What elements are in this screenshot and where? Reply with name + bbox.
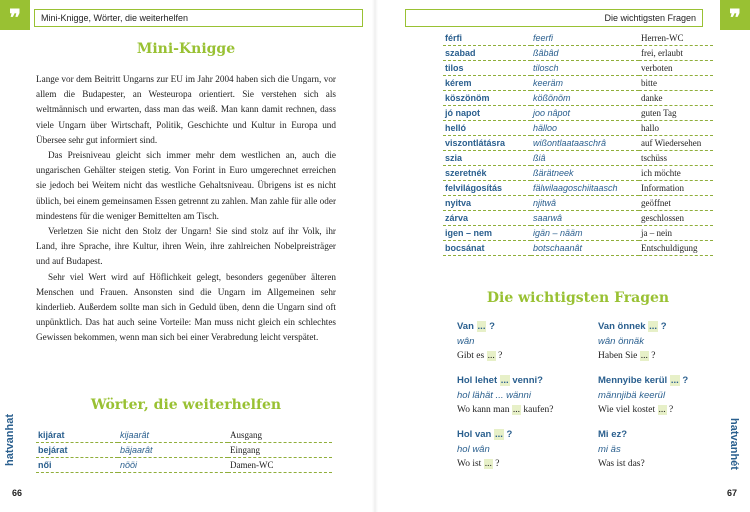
question-hungarian: [457, 319, 502, 334]
table-row: [443, 121, 713, 136]
question-hungarian: [457, 373, 553, 388]
table-row: [443, 196, 713, 211]
text-part: venni?: [509, 375, 543, 386]
text-part: ?: [658, 321, 667, 332]
pronunciation: ßâbâd: [531, 46, 639, 61]
placeholder-dots: ...: [640, 351, 648, 361]
pronunciation: kößönöm: [531, 91, 639, 106]
question-pronunciation: hol wân: [457, 444, 490, 455]
pronunciation: saarwâ: [531, 211, 639, 226]
question-hungarian: [598, 319, 667, 334]
question-german: [457, 403, 553, 418]
question-block: [457, 373, 553, 418]
question-block: [457, 427, 512, 472]
placeholder-dots: ...: [487, 351, 495, 361]
text-part: Wo kann man: [457, 405, 512, 415]
hungarian-word: női: [36, 458, 118, 473]
text-part: Van: [457, 321, 477, 332]
pronunciation: joo nâpot: [531, 106, 639, 121]
german-translation: verboten: [639, 61, 713, 76]
section-title-woerter: Wörter, die weiterhelfen: [90, 397, 282, 413]
pronunciation: fälwilaagoschiitaasch: [531, 181, 639, 196]
question-pronunciation: mi äs: [598, 444, 621, 455]
pronunciation: botschaanât: [531, 241, 639, 256]
section-title-mini-knigge: Mini-Knigge: [136, 41, 236, 57]
pronunciation: ßärätneek: [531, 166, 639, 181]
table-row: [443, 166, 713, 181]
running-header-right: Die wichtigsten Fragen: [405, 9, 703, 27]
text-part: Haben Sie: [598, 351, 640, 361]
hungarian-word: szabad: [443, 46, 531, 61]
placeholder-dots: ...: [649, 321, 658, 332]
hungarian-word: tilos: [443, 61, 531, 76]
running-header-left: Mini-Knigge, Wörter, die weiterhelfen: [34, 9, 363, 27]
german-translation: danke: [639, 91, 713, 106]
german-translation: guten Tag: [639, 106, 713, 121]
text-part: ?: [666, 405, 674, 415]
placeholder-dots: ...: [477, 321, 486, 332]
hungarian-word: szeretnék: [443, 166, 531, 181]
table-row: [443, 211, 713, 226]
quote-mark-icon: ❞: [0, 0, 30, 30]
text-part: ?: [495, 351, 503, 361]
page-number-right: 67: [727, 488, 738, 498]
table-row: [443, 76, 713, 91]
hungarian-word: jó napot: [443, 106, 531, 121]
placeholder-dots: ...: [484, 459, 492, 469]
question-pronunciation: wân: [457, 336, 475, 347]
question-pronunciation: männjibä keerül: [598, 390, 666, 401]
question-pronunciation: hol lähät ... wänni: [457, 390, 531, 401]
hungarian-word: kérem: [443, 76, 531, 91]
text-part: Wo ist: [457, 459, 484, 469]
german-translation: frei, erlaubt: [639, 46, 713, 61]
placeholder-dots: ...: [500, 375, 509, 386]
text-part: Van önnek: [598, 321, 649, 332]
text-part: kaufen?: [521, 405, 554, 415]
german-translation: geschlossen: [639, 211, 713, 226]
paragraph: Sehr viel Wert wird auf Höflichkeit gelegt, besonders gegenüber älteren Menschen und Frauen. Ansonsten sind die Ungarn im Allgemeinen sehr kinderlieb. Außerdem sollte man sich in Geduld üben, denn die Ungarn sind oft unpünktlich. Das hat auch seine Vorteile: Man muss nicht gleich ein schlechtes Gewissen bekommen, wenn man sich bei einer Verabredung leicht verspätet.: [36, 271, 336, 343]
paragraph: Verletzen Sie nicht den Stolz der Ungarn! Sie sind stolz auf ihr Volk, ihr Land, ihre Sprache, ihre Kultur, ihren Wein, ihre zahlreichen Nobelpreisträger und auf Budapest.: [36, 226, 336, 267]
pronunciation: igän – nääm: [531, 226, 639, 241]
quote-mark-icon: ❞: [720, 0, 750, 30]
text-part: ?: [679, 375, 689, 386]
text-part: Gibt es: [457, 351, 487, 361]
hungarian-word: férfi: [443, 31, 531, 46]
pronunciation: feerfi: [531, 31, 639, 46]
text-part: ?: [648, 351, 656, 361]
text-part: Mi ez?: [598, 429, 628, 440]
placeholder-dots: ...: [658, 405, 666, 415]
german-translation: Herren-WC: [639, 31, 713, 46]
paragraph: Das Preisniveau gleicht sich immer mehr dem westlichen an, auch die ungarischen Gehälter steigen stetig. Von Forint in Euro umgerechnet erreichen sie jedoch bei Weitem nicht das westliche Gehaltsniveau. Übrigens ist es nicht üblich, bei einem gemeinsamen Essen getrennt zu zahlen. Man zahle für alle oder mindestens für die weniger Bemittelten am Tisch.: [36, 150, 337, 221]
hungarian-word: zárva: [443, 211, 531, 226]
german-translation: ja – nein: [639, 226, 713, 241]
table-row: [443, 91, 713, 106]
question-german: [598, 457, 645, 472]
question-block: [457, 319, 502, 364]
german-translation: Ausgang: [228, 428, 332, 443]
table-row: [443, 241, 713, 256]
german-translation: Damen-WC: [228, 458, 332, 473]
text-part: Wie viel kostet: [598, 405, 658, 415]
hungarian-word: viszontlátásra: [443, 136, 531, 151]
table-row: [443, 136, 713, 151]
pronunciation: nööi: [118, 458, 228, 473]
pronunciation: wißontlaataaschrâ: [531, 136, 639, 151]
side-label-right: hatvanhét: [728, 418, 740, 470]
question-german: [457, 457, 512, 472]
vocab-table-right: [443, 31, 713, 256]
table-row: [443, 181, 713, 196]
question-hungarian: [598, 427, 645, 442]
pronunciation: njitwâ: [531, 196, 639, 211]
german-translation: Information: [639, 181, 713, 196]
german-translation: geöffnet: [639, 196, 713, 211]
hungarian-word: szia: [443, 151, 531, 166]
question-pronunciation: wân önnäk: [598, 336, 644, 347]
hungarian-word: igen – nem: [443, 226, 531, 241]
hungarian-word: bejárat: [36, 443, 118, 458]
table-row: [443, 31, 713, 46]
section-title-fragen: Die wichtigsten Fragen: [486, 290, 670, 306]
text-part: Mennyibe kerül: [598, 375, 670, 386]
question-hungarian: [598, 373, 688, 388]
german-translation: bitte: [639, 76, 713, 91]
german-translation: Eingang: [228, 443, 332, 458]
question-block: [598, 373, 688, 418]
pronunciation: kijaarât: [118, 428, 228, 443]
text-part: ?: [492, 459, 500, 469]
page-number-left: 66: [12, 488, 23, 498]
pronunciation: hälloo: [531, 121, 639, 136]
placeholder-dots: ...: [494, 429, 503, 440]
pronunciation: ßiâ: [531, 151, 639, 166]
hungarian-word: bocsánat: [443, 241, 531, 256]
question-german: [598, 403, 688, 418]
question-block: [598, 427, 645, 472]
text-part: Was ist das?: [598, 459, 645, 469]
table-row: [443, 61, 713, 76]
hungarian-word: nyitva: [443, 196, 531, 211]
german-translation: hallo: [639, 121, 713, 136]
text-part: Hol van: [457, 429, 494, 440]
question-hungarian: [457, 427, 512, 442]
table-row: [443, 106, 713, 121]
placeholder-dots: ...: [670, 375, 679, 386]
text-part: ?: [486, 321, 495, 332]
table-row: [443, 151, 713, 166]
german-translation: Entschuldigung: [639, 241, 713, 256]
side-label-left: hatvanhat: [4, 414, 16, 466]
placeholder-dots: ...: [512, 405, 521, 415]
table-row: [443, 46, 713, 61]
table-row: [443, 226, 713, 241]
question-german: [598, 349, 667, 364]
paragraph: Lange vor dem Beitritt Ungarns zur EU im Jahr 2004 haben sich die Ungarn, vor allem die Budapester, an Westeuropa orientiert. Sie verstehen sich als weltmännisch und erwarten, dass man das weiß. Man kann damit rechnen, dass viele Ungarn über Wirtschaft, Politik, Geschichte und Kultur in Europa und Übersee sehr gut informiert sind.: [36, 74, 336, 145]
hungarian-word: felvilágosítás: [443, 181, 531, 196]
question-german: [457, 349, 502, 364]
pronunciation: keeräm: [531, 76, 639, 91]
text-part: Hol lehet: [457, 375, 500, 386]
pronunciation: tilosch: [531, 61, 639, 76]
text-part: ?: [503, 429, 513, 440]
pronunciation: bäjaarât: [118, 443, 228, 458]
hungarian-word: kijárat: [36, 428, 118, 443]
hungarian-word: helló: [443, 121, 531, 136]
german-translation: auf Wiedersehen: [639, 136, 713, 151]
german-translation: tschüss: [639, 151, 713, 166]
german-translation: ich möchte: [639, 166, 713, 181]
hungarian-word: köszönöm: [443, 91, 531, 106]
question-block: [598, 319, 667, 364]
